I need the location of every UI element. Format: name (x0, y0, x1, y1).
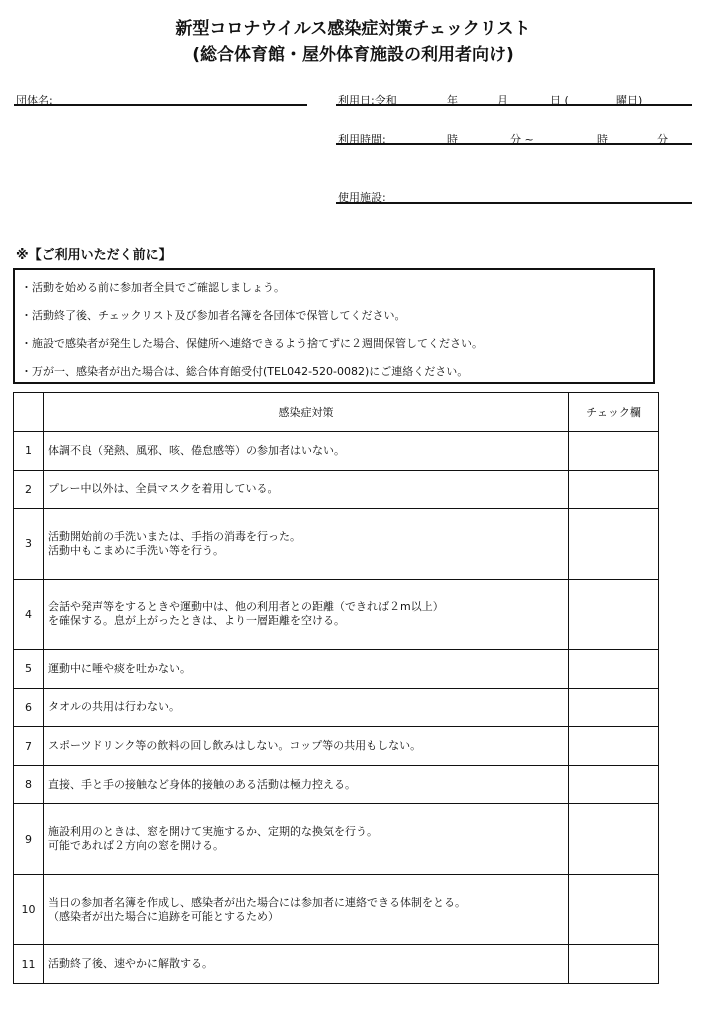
usage-date-weekday: 曜日) (616, 94, 643, 107)
row-measure (44, 470, 569, 509)
row-measure (44, 945, 569, 984)
table-row (14, 765, 659, 804)
row-number: 4 (14, 579, 44, 649)
row-number: 5 (14, 650, 44, 689)
table-row (14, 874, 659, 944)
row-measure (44, 765, 569, 804)
header-check: チェック欄 (569, 393, 659, 432)
measure-text-line: 活動開始前の手洗いまたは、手指の消毒を行った。 (48, 529, 301, 543)
check-cell[interactable] (569, 509, 659, 579)
row-measure (44, 650, 569, 689)
row-measure (44, 688, 569, 727)
check-cell[interactable] (569, 432, 659, 471)
usage-date-label: 利用日:令和 (338, 94, 397, 107)
check-cell[interactable] (569, 650, 659, 689)
usage-date-field[interactable] (336, 104, 692, 106)
measure-text-line: 施設利用のときは、窓を開けて実施するか、定期的な換気を行う。 (48, 825, 378, 839)
row-number: 11 (14, 945, 44, 984)
group-name-label: 団体名: (16, 94, 53, 107)
row-measure (44, 579, 569, 649)
measure-text-line: 直接、手と手の接触など身体的接触のある活動は極力控える。 (48, 777, 356, 791)
document-title: 新型コロナウイルス感染症対策チェックリスト (175, 19, 531, 39)
notes-heading: ※【ご利用いただく前に】 (16, 248, 172, 263)
row-measure (44, 509, 569, 579)
table-row (14, 688, 659, 727)
table-row (14, 432, 659, 471)
table-row (14, 470, 659, 509)
check-cell[interactable] (569, 765, 659, 804)
measure-text-line: 体調不良（発熱、風邪、咳、倦怠感等）の参加者はいない。 (48, 443, 345, 457)
group-name-field[interactable] (14, 104, 307, 106)
measure-text-line: 当日の参加者名簿を作成し、感染者が出た場合には参加者に連絡できる体制をとる。 (48, 895, 466, 909)
document-subtitle: (総合体育館・屋外体育施設の利用者向け) (192, 45, 514, 65)
usage-time-minute-end: 分 (657, 133, 668, 146)
row-measure (44, 727, 569, 766)
row-number: 10 (14, 874, 44, 944)
row-number: 9 (14, 804, 44, 874)
facility-label: 使用施設: (338, 191, 386, 204)
usage-date-year: 年 (447, 94, 458, 107)
check-cell[interactable] (569, 688, 659, 727)
usage-date-month: 月 (497, 94, 508, 107)
measure-text-line: （感染者が出た場合に追跡を可能とするため） (48, 909, 279, 923)
measure-text-line: 可能であれば２方向の窓を開ける。 (48, 839, 224, 853)
usage-time-label: 利用時間: (338, 133, 386, 146)
note-item: ・活動を始める前に参加者全員でご確認しましょう。 (21, 281, 285, 294)
usage-time-hour-end: 時 (597, 133, 608, 146)
table-row (14, 579, 659, 649)
table-row (14, 650, 659, 689)
usage-time-field[interactable] (336, 143, 692, 145)
usage-time-minute-start: 分 ~ (510, 133, 534, 146)
measure-text-line: タオルの共用は行わない。 (48, 700, 180, 714)
measure-text-line: プレー中以外は、全員マスクを着用している。 (48, 482, 279, 496)
table-row (14, 804, 659, 874)
note-item: ・活動終了後、チェックリスト及び参加者名簿を各団体で保管してください。 (21, 309, 406, 322)
row-number: 7 (14, 727, 44, 766)
notes-box (13, 268, 655, 384)
row-number: 6 (14, 688, 44, 727)
measure-text-line: 活動終了後、速やかに解散する。 (48, 957, 213, 971)
check-cell[interactable] (569, 470, 659, 509)
usage-date-day: 日 ( (550, 94, 569, 107)
row-number: 1 (14, 432, 44, 471)
measure-text-line: 会話や発声等をするときや運動中は、他の利用者との距離（できれば２m以上） (48, 600, 444, 614)
table-row (14, 509, 659, 579)
check-cell[interactable] (569, 945, 659, 984)
row-measure (44, 874, 569, 944)
checklist-table (13, 392, 659, 984)
row-number: 3 (14, 509, 44, 579)
facility-field[interactable] (336, 202, 692, 204)
table-row (14, 727, 659, 766)
measure-text-line: 活動中もこまめに手洗い等を行う。 (48, 543, 224, 557)
measure-text-line: 運動中に唾や痰を吐かない。 (48, 661, 191, 675)
note-item: ・万が一、感染者が出た場合は、総合体育館受付(TEL042-520-0082)にご連絡ください。 (21, 365, 469, 378)
table-header-row (14, 393, 659, 432)
usage-time-hour-start: 時 (447, 133, 458, 146)
header-number (14, 393, 44, 432)
row-number: 8 (14, 765, 44, 804)
check-cell[interactable] (569, 579, 659, 649)
row-measure (44, 804, 569, 874)
header-measures: 感染症対策 (44, 393, 569, 432)
row-measure (44, 432, 569, 471)
measure-text-line: を確保する。息が上がったときは、より一層距離を空ける。 (48, 614, 345, 628)
measure-text-line: スポーツドリンク等の飲料の回し飲みはしない。コップ等の共用もしない。 (48, 739, 422, 753)
check-cell[interactable] (569, 727, 659, 766)
table-row (14, 945, 659, 984)
note-item: ・施設で感染者が発生した場合、保健所へ連絡できるよう捨てずに２週間保管してください。 (21, 337, 483, 350)
check-cell[interactable] (569, 874, 659, 944)
check-cell[interactable] (569, 804, 659, 874)
row-number: 2 (14, 470, 44, 509)
